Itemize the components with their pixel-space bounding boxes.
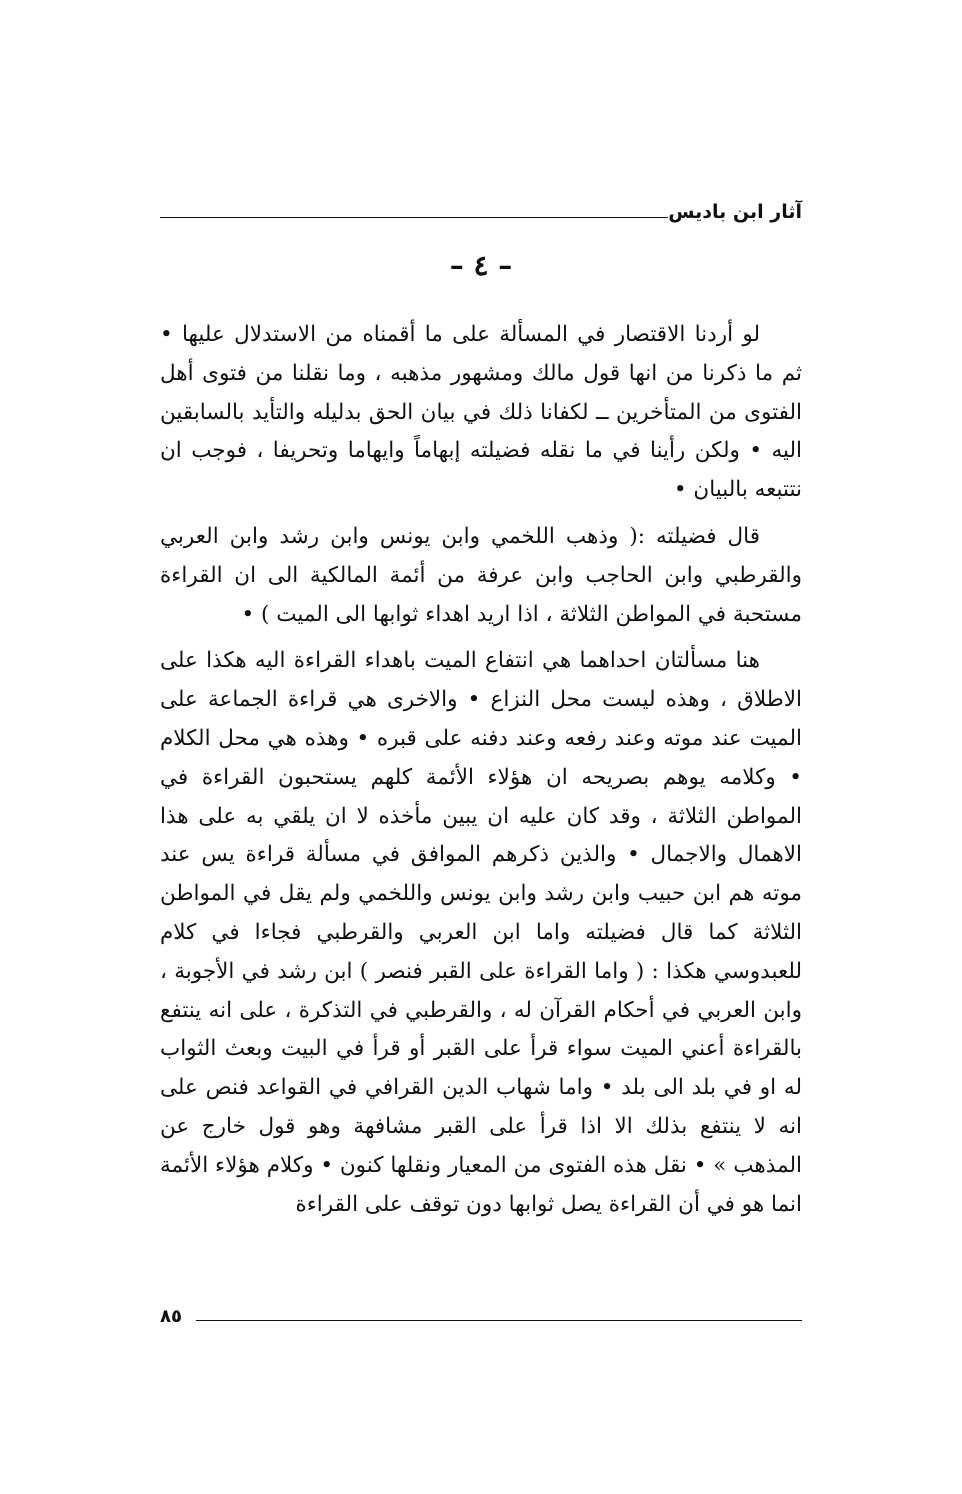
footer-rule (196, 1320, 802, 1321)
page-number: ٨٥ (160, 1306, 182, 1327)
page-footer (160, 1300, 802, 1326)
paragraph-2: قال فضيلته :( وذهب اللخمي وابن يونس وابن رشد وابن العربي والقرطبي وابن الحاجب وابن عرفة من أئمة المالكية الى ان القراءة مستحبة في المواطن الثلاثة ، اذا اريد اهداء ثوابها الى الميت ) • (160, 523, 802, 627)
body-text (160, 316, 802, 1232)
running-title: آثار ابن باديس (668, 201, 802, 223)
paragraph-1: لو أردنا الاقتصار في المسألة على ما أقمناه من الاستدلال عليها • ثم ما ذكرنا من انها قول مالك ومشهور مذهبه ، وما نقلنا من فتوى أهل الفتوى من المتأخرين ــ لكفانا ذلك في بيان الحق بدليله والتأيد بالسابقين اليه • ولكن رأينا في ما نقله فضيلته إبهاماً وايهاما وتحريفا ، فوجب ان نتتبعه بالبيان • (160, 322, 802, 503)
section-marker: – ٤ – (449, 249, 513, 282)
running-header (160, 192, 802, 222)
header-rule (160, 217, 668, 218)
paragraph-3: هنا مسألتان احداهما هي انتفاع الميت باهداء القراءة اليه هكذا على الاطلاق ، وهذه ليست محل النزاع • والاخرى هي قراءة الجماعة على الميت عند موته وعند رفعه وعند دفنه على قبره • وهذه هي محل الكلام • وكلامه يوهم بصريحه ان هؤلاء الأئمة كلهم يستحبون القراءة في المواطن الثلاثة ، وقد كان عليه ان يبين مأخذه لا ان يلقي به على هذا الاهمال والاجمال • والذين ذكرهم الموافق في مسألة قراءة يس عند موته هم ابن حبيب وابن رشد وابن يونس واللخمي ولم يقل في المواطن الثلاثة كما قال فضيلته واما ابن العربي والقرطبي فجاءا في كلام للعبدوسي هكذا : ( واما القراءة على القبر فنصر ) ابن رشد في الأجوبة ، وابن العربي في أحكام القرآن له ، والقرطبي في التذكرة ، على انه ينتفع بالقراءة أعني الميت سواء قرأ على القبر أو قرأ في البيت وبعث الثواب له او في بلد الى بلد • واما شهاب الدين القرافي في القواعد فنص على انه لا ينتفع بذلك الا اذا قرأ على القبر مشافهة وهو قول خارج عن المذهب » • نقل هذه الفتوى من المعيار ونقلها كنون • وكلام هؤلاء الأئمة انما هو في أن القراءة يصل ثوابها دون توقف على القراءة (160, 648, 802, 1217)
